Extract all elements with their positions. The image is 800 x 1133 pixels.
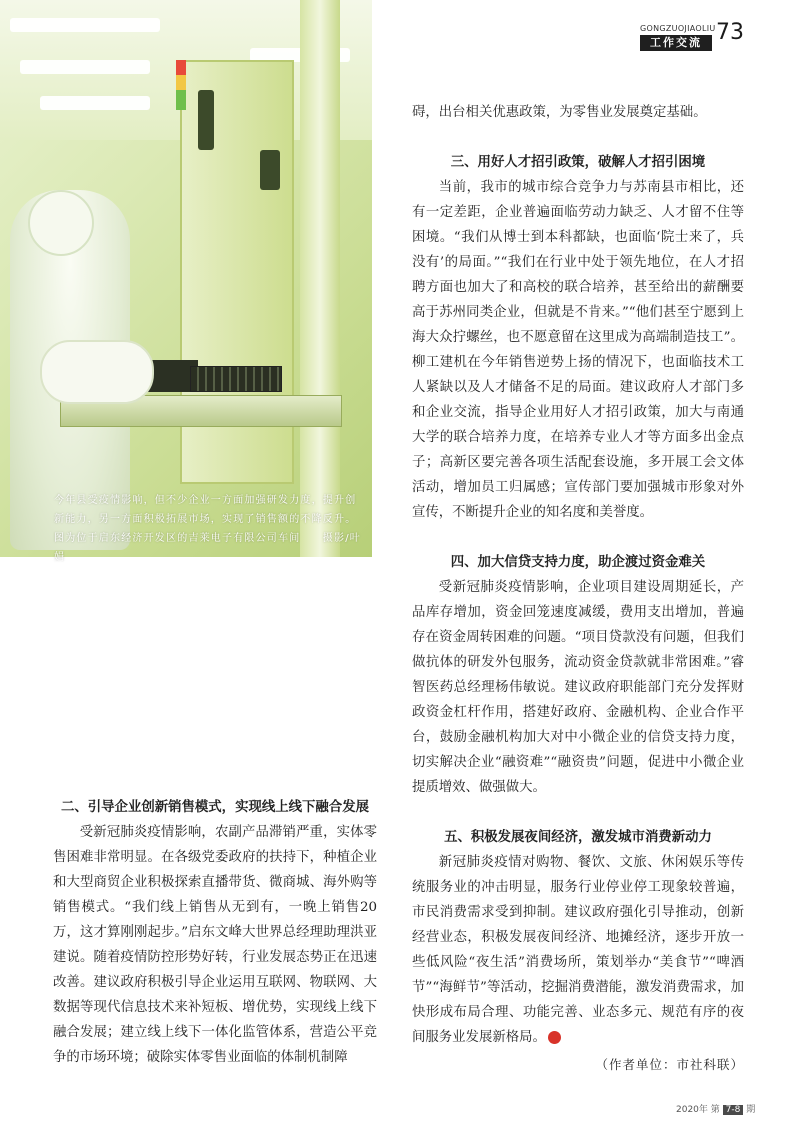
section-paragraph-3: 当前，我市的城市综合竞争力与苏南县市相比，还有一定差距，企业普遍面临劳动力缺乏、人才留不住等困境。“我们从博士到本科都缺，也面临‘院士来了，兵没有’的局面。”“我们在行业中处于领先地位，在人才招聘方面也加大了和高校的联合培养，甚至给出的薪酬要高于苏州同类企业，但就是不肯来。”“他们甚至宁愿到上海大众拧螺丝，也不愿意留在这里成为高端制造技工”。柳工建机在今年销售逆势上扬的情况下，也面临技术工人紧缺以及人才储备不足的局面。建议政府人才部门多和企业交流，指导企业用好人才招引政策，加大与南通大学的联合培养力度，在培养专业人才等方面多出金点子；高新区要完善各项生活配套设施，多开展工会文体活动，增加员工归属感；宣传部门要加强城市形象对外宣传，不断提升企业的知名度和美誉度。 xyxy=(412,180,744,520)
section-heading-4: 四、加大信贷支持力度，助企渡过资金难关 xyxy=(450,555,706,570)
footer-year: 2020年 第 xyxy=(676,1105,720,1115)
photo-ceiling-lamp xyxy=(40,96,150,110)
section-paragraph-5-text: 新冠肺炎疫情对购物、餐饮、文旅、休闲娱乐等传统服务业的冲击明显，服务行业停业停工现象较普遍，市民消费需求受到抑制。建议政府强化引导推动，创新经营业态，积极发展夜间经济、地摊经济，逐步开放一些低风险“夜生活”消费场所，策划举办“美食节”“啤酒节”“海鲜节”等活动，挖掘消费潜能，激发消费需求，加快形成布局合理、功能完善、业态多元、规范有序的夜间服务业发展新格局。 xyxy=(412,855,744,1045)
photo-machine-handle xyxy=(260,150,280,190)
continuation-text: 碍，出台相关优惠政策，为零售业发展奠定基础。 xyxy=(412,105,707,120)
section-paragraph-2: 受新冠肺炎疫情影响，农副产品滞销严重，实体零售困难非常明显。在各级党委政府的扶持下，种植企业和大型商贸企业积极探索直播带货、微商城、海外购等销售模式。“我们线上销售从无到有，一晚上销售20万，这才算刚刚起步。”启东文峰大世界总经理助理洪亚建说。随着疫情防控形势好转，行业发展态势正在迅速改善。建议政府积极引导企业运用互联网、物联网、大数据等现代信息技术来补短板、增优势，实现线上线下融合发展；建立线上线下一体化监管体系，营造公平竞争的市场环境；破除实体零售业面临的体制机制障 xyxy=(53,825,377,1065)
photo-indicator-lights xyxy=(176,60,186,110)
section-heading-5: 五、积极发展夜间经济，激发城市消费新动力 xyxy=(444,830,712,845)
photo-machine-handle xyxy=(198,90,214,150)
issue-footer xyxy=(676,1102,755,1115)
end-mark-icon: 飞 xyxy=(548,1031,561,1044)
section-name: 工作交流 xyxy=(640,35,712,51)
page-number: 73 xyxy=(716,20,744,45)
factory-photo xyxy=(0,0,372,563)
section-paragraph-5 xyxy=(412,850,744,1050)
left-column xyxy=(53,795,377,1070)
photo-caption: 今年县受疫情影响，但不少企业一方面加强研发力度，提升创新能力，另一方面积极拓展市场，实现了销售额的不降反升。图为位于启东经济开发区的吉莱电子有限公司车间 摄影/叶娟 xyxy=(54,495,361,563)
section-heading-2: 二、引导企业创新销售模式，实现线上线下融合发展 xyxy=(61,800,369,815)
section-pinyin: GONGZUOJIAOLIU xyxy=(640,24,716,33)
footer-issue: 7-8 xyxy=(723,1105,744,1115)
section-heading-3: 三、用好人才招引政策，破解人才招引困境 xyxy=(450,155,706,170)
photo-ceiling-lamp xyxy=(20,60,150,74)
author-note: （作者单位：市社科联） xyxy=(595,1057,744,1072)
footer-issue-suffix: 期 xyxy=(746,1105,756,1115)
photo-gloved-hands xyxy=(40,340,154,404)
photo-column xyxy=(300,0,340,557)
photo-worker-hood xyxy=(28,190,94,256)
section-paragraph-4: 受新冠肺炎疫情影响，企业项目建设周期延长，产品库存增加，资金回笼速度减缓，费用支出增加，普遍存在资金周转困难的问题。“项目贷款没有问题，但我们做抗体的研发外包服务，流动资金贷款就非常困难。”睿智医药总经理杨伟敏说。建议政府职能部门充分发挥财政资金杠杆作用，搭建好政府、金融机构、企业合作平台，鼓励金融机构加大对中小微企业的信贷支持力度，切实解决企业“融资难”“融资贵”问题，促进中小微企业提质增效、做强做大。 xyxy=(412,580,744,795)
photo-keyboard xyxy=(190,366,282,392)
photo-ceiling-lamp xyxy=(10,18,160,32)
right-column xyxy=(412,100,744,1077)
